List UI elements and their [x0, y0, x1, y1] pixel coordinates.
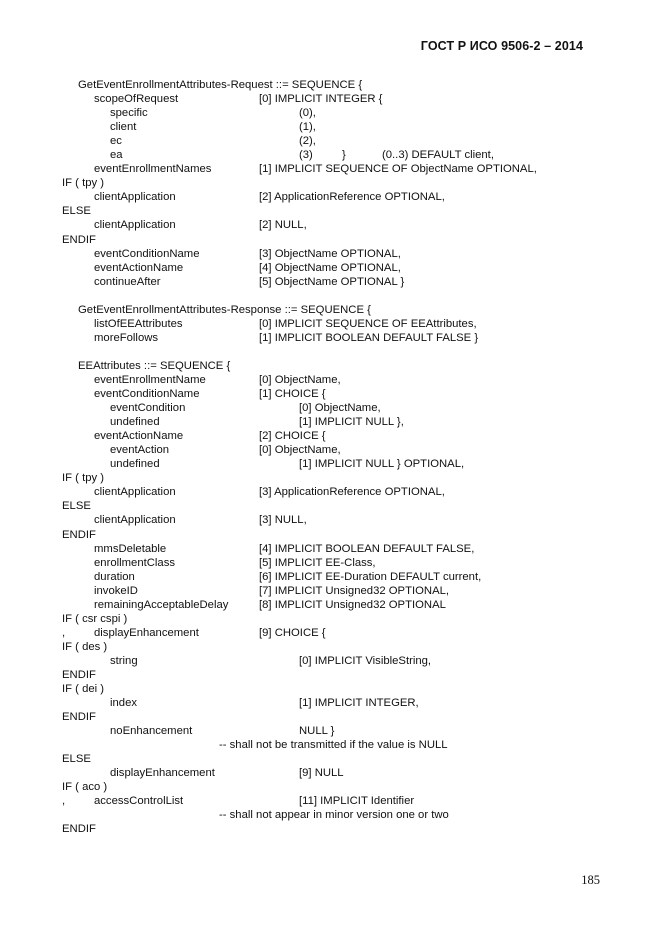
- code-line: [0, 261, 662, 275]
- conditional-if: IF ( dei ): [62, 683, 105, 696]
- choice-name: eventAction: [110, 444, 170, 457]
- code-line: [0, 317, 662, 331]
- type-definition-head: EEAttributes ::= SEQUENCE {: [78, 359, 231, 372]
- enum-name: ea: [110, 149, 123, 162]
- field-name: eventEnrollmentNames: [94, 163, 212, 176]
- code-line: [0, 148, 662, 162]
- code-line: [0, 696, 662, 710]
- field-type: [0] ObjectName,: [259, 373, 341, 386]
- choice-type: [1] IMPLICIT NULL } OPTIONAL,: [299, 458, 465, 471]
- conditional-else: ELSE: [62, 753, 91, 766]
- field-type: [9] CHOICE {: [259, 626, 326, 639]
- field-name: continueAfter: [94, 275, 161, 288]
- code-line: [0, 443, 662, 457]
- field-type: [1] IMPLICIT SEQUENCE OF ObjectName OPTIONAL,: [259, 163, 537, 176]
- conditional-endif: ENDIF: [62, 711, 96, 724]
- field-name: clientApplication: [94, 514, 176, 527]
- field-name: clientApplication: [94, 191, 176, 204]
- conditional-if: IF ( tpy ): [62, 472, 105, 485]
- code-line: [0, 233, 662, 247]
- field-name: accessControlList: [94, 795, 184, 808]
- enum-value: (0),: [299, 107, 316, 120]
- code-line: [0, 794, 662, 808]
- choice-name: noEnhancement: [110, 725, 193, 738]
- page-number: 185: [581, 873, 600, 887]
- enum-value: (2),: [299, 135, 316, 148]
- asn1-code-block: [0, 78, 662, 837]
- field-type: [3] ObjectName OPTIONAL,: [259, 247, 401, 260]
- closing-brace: }: [342, 149, 346, 162]
- code-line: [0, 710, 662, 724]
- conditional-else: ELSE: [62, 205, 91, 218]
- code-line: [0, 668, 662, 682]
- choice-type: [1] IMPLICIT INTEGER,: [299, 697, 419, 710]
- choice-name: displayEnhancement: [110, 767, 215, 780]
- code-line: [0, 176, 662, 190]
- choice-name: undefined: [110, 416, 160, 429]
- code-line: [0, 724, 662, 738]
- conditional-endif: ENDIF: [62, 823, 96, 836]
- code-line: [0, 401, 662, 415]
- code-line: [0, 556, 662, 570]
- field-name: clientApplication: [94, 486, 176, 499]
- code-line: [0, 513, 662, 527]
- code-line: [0, 471, 662, 485]
- code-line: [0, 528, 662, 542]
- code-line: [0, 808, 662, 822]
- field-name: duration: [94, 570, 135, 583]
- code-line: [0, 542, 662, 556]
- choice-name: eventCondition: [110, 402, 186, 415]
- conditional-endif: ENDIF: [62, 233, 96, 246]
- code-line: [0, 752, 662, 766]
- code-line: [0, 331, 662, 345]
- field-name: moreFollows: [94, 331, 159, 344]
- field-name: eventConditionName: [94, 388, 200, 401]
- enum-name: ec: [110, 135, 122, 148]
- choice-name: string: [110, 654, 138, 667]
- code-line: [0, 373, 662, 387]
- code-line: [0, 387, 662, 401]
- conditional-else: ELSE: [62, 500, 91, 513]
- conditional-if: IF ( aco ): [62, 781, 108, 794]
- field-type: [1] CHOICE {: [259, 388, 326, 401]
- field-name: eventEnrollmentName: [94, 373, 206, 386]
- field-type: [2] NULL,: [259, 219, 307, 232]
- choice-name: index: [110, 697, 138, 710]
- choice-type: [1] IMPLICIT NULL },: [299, 416, 404, 429]
- field-name: clientApplication: [94, 219, 176, 232]
- leading-comma: ,: [62, 795, 66, 808]
- code-line: [0, 822, 662, 836]
- conditional-endif: ENDIF: [62, 528, 96, 541]
- field-type: [2] ApplicationReference OPTIONAL,: [259, 191, 445, 204]
- field-type: [4] ObjectName OPTIONAL,: [259, 261, 401, 274]
- code-line: [0, 584, 662, 598]
- code-line: [0, 190, 662, 204]
- code-line: [0, 275, 662, 289]
- code-line: [0, 247, 662, 261]
- choice-type: [0] ObjectName,: [259, 444, 341, 457]
- field-name: enrollmentClass: [94, 556, 175, 569]
- blank-line: [0, 289, 662, 303]
- code-line: [0, 204, 662, 218]
- choice-type: NULL }: [299, 725, 335, 738]
- code-line: [0, 612, 662, 626]
- code-line: [0, 780, 662, 794]
- code-comment: -- shall not appear in minor version one or two: [219, 809, 449, 822]
- code-line: [0, 106, 662, 120]
- code-line: [0, 640, 662, 654]
- code-line: [0, 457, 662, 471]
- field-name: scopeOfRequest: [94, 93, 179, 106]
- conditional-if: IF ( tpy ): [62, 177, 105, 190]
- field-type: [5] ObjectName OPTIONAL }: [259, 275, 405, 288]
- code-line: [0, 766, 662, 780]
- enum-value: (1),: [299, 121, 316, 134]
- code-line: [0, 359, 662, 373]
- field-name: invokeID: [94, 584, 138, 597]
- field-name: mmsDeletable: [94, 542, 167, 555]
- document-header: ГОСТ Р ИСО 9506-2 – 2014: [420, 39, 583, 53]
- code-line: [0, 570, 662, 584]
- type-definition-head: GetEventEnrollmentAttributes-Response ::= SEQUENCE {: [78, 303, 371, 316]
- field-type: [8] IMPLICIT Unsigned32 OPTIONAL: [259, 598, 446, 611]
- enum-default: (0..3) DEFAULT client,: [382, 149, 494, 162]
- field-name: eventActionName: [94, 430, 184, 443]
- conditional-if: IF ( des ): [62, 640, 108, 653]
- code-comment: -- shall not be transmitted if the value is NULL: [219, 739, 448, 752]
- conditional-endif: ENDIF: [62, 668, 96, 681]
- code-line: [0, 92, 662, 106]
- field-type: [2] CHOICE {: [259, 430, 326, 443]
- field-type: [0] IMPLICIT INTEGER {: [259, 93, 383, 106]
- field-type: [11] IMPLICIT Identifier: [299, 795, 415, 808]
- field-name: eventActionName: [94, 261, 184, 274]
- code-line: [0, 598, 662, 612]
- code-line: [0, 626, 662, 640]
- field-type: [1] IMPLICIT BOOLEAN DEFAULT FALSE }: [259, 331, 479, 344]
- field-type: [4] IMPLICIT BOOLEAN DEFAULT FALSE,: [259, 542, 475, 555]
- field-name: listOfEEAttributes: [94, 317, 183, 330]
- code-line: [0, 120, 662, 134]
- code-line: [0, 429, 662, 443]
- code-line: [0, 738, 662, 752]
- code-line: [0, 78, 662, 92]
- code-line: [0, 485, 662, 499]
- choice-type: [0] ObjectName,: [299, 402, 381, 415]
- blank-line: [0, 345, 662, 359]
- field-type: [7] IMPLICIT Unsigned32 OPTIONAL,: [259, 584, 450, 597]
- choice-type: [9] NULL: [299, 767, 344, 780]
- code-line: [0, 162, 662, 176]
- conditional-if: IF ( csr cspi ): [62, 612, 128, 625]
- field-type: [0] IMPLICIT SEQUENCE OF EEAttributes,: [259, 317, 477, 330]
- code-line: [0, 499, 662, 513]
- code-line: [0, 415, 662, 429]
- code-line: [0, 682, 662, 696]
- choice-name: undefined: [110, 458, 160, 471]
- code-line: [0, 654, 662, 668]
- code-line: [0, 218, 662, 232]
- enum-name: client: [110, 121, 137, 134]
- enum-name: specific: [110, 107, 148, 120]
- field-type: [3] NULL,: [259, 514, 307, 527]
- code-line: [0, 303, 662, 317]
- field-type: [5] IMPLICIT EE-Class,: [259, 556, 376, 569]
- field-type: [6] IMPLICIT EE-Duration DEFAULT current,: [259, 570, 482, 583]
- field-name: displayEnhancement: [94, 626, 199, 639]
- field-name: eventConditionName: [94, 247, 200, 260]
- code-line: [0, 134, 662, 148]
- choice-type: [0] IMPLICIT VisibleString,: [299, 654, 432, 667]
- field-type: [3] ApplicationReference OPTIONAL,: [259, 486, 445, 499]
- enum-value: (3): [299, 149, 313, 162]
- type-definition-head: GetEventEnrollmentAttributes-Request ::= SEQUENCE {: [78, 79, 363, 91]
- field-name: remainingAcceptableDelay: [94, 598, 229, 611]
- leading-comma: ,: [62, 626, 66, 639]
